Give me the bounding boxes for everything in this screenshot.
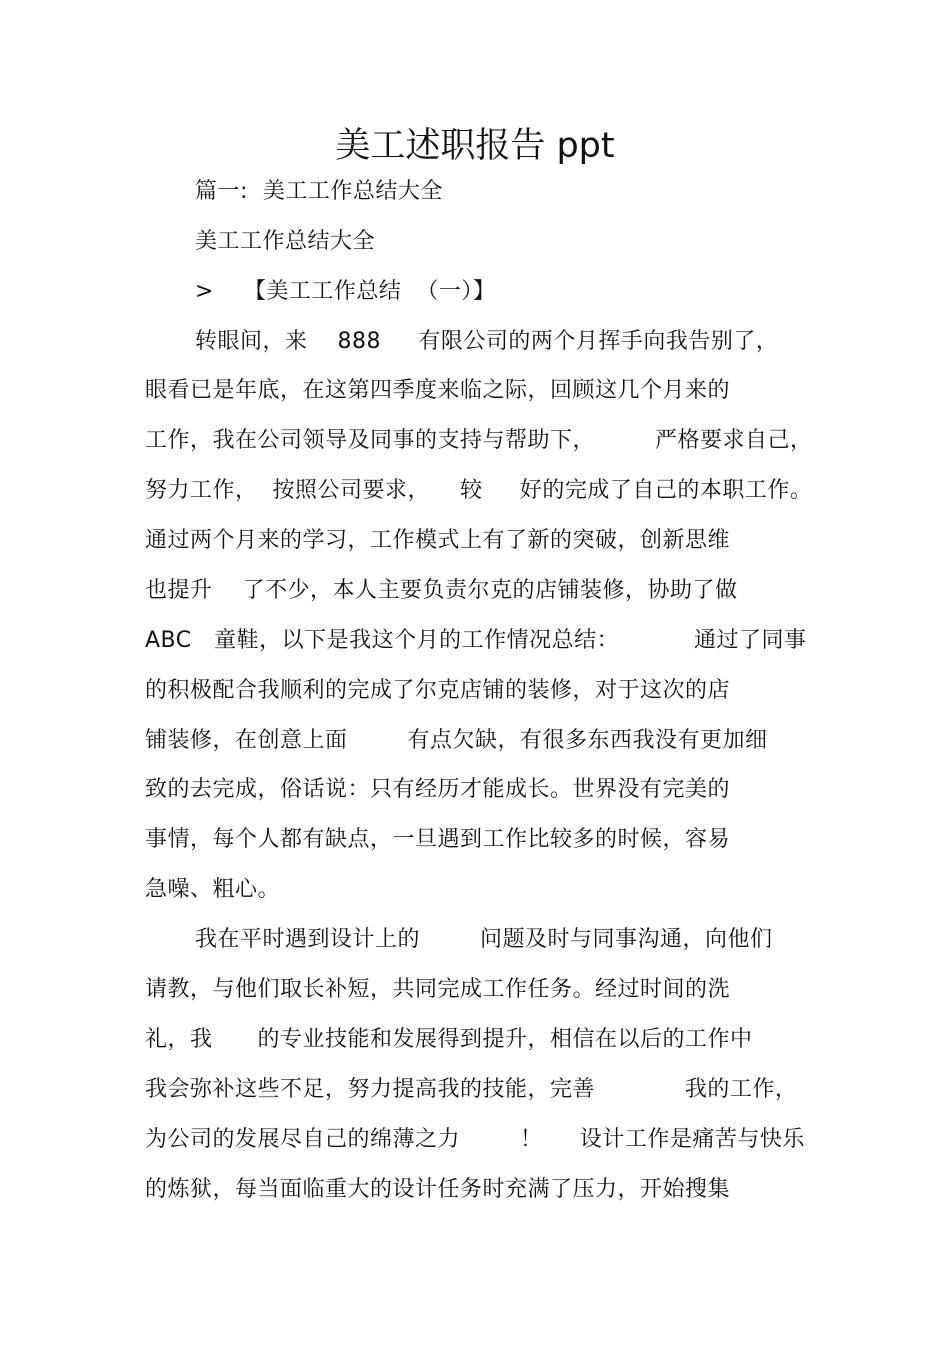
paragraph-line: 也提升 了不少，本人主要负责尔克的店铺装修，协助了做: [145, 578, 738, 603]
paragraph-line: 急噪、粗心。: [145, 877, 281, 902]
paragraph-line: 转眼间，来 888 有限公司的两个月挥手向我告别了，: [195, 329, 779, 354]
paragraph-line: 我会弥补这些不足，努力提高我的技能，完善 我的工作，: [145, 1077, 798, 1102]
paragraph-line: 为公司的发展尽自己的绵薄之力 ！ 设计工作是痛苦与快乐: [145, 1127, 805, 1152]
document-title: 美工述职报告 ppt: [335, 126, 615, 166]
paragraph-line: 的炼狱，每当面临重大的设计任务时充满了压力，开始搜集: [145, 1177, 731, 1202]
paragraph-line: 致的去完成，俗话说：只有经历才能成长。世界没有完美的: [145, 777, 731, 802]
paragraph-line: 铺装修，在创意上面 有点欠缺，有很多东西我没有更加细: [145, 728, 768, 753]
paragraph-line: 礼，我 的专业技能和发展得到提升，相信在以后的工作中: [145, 1027, 753, 1052]
paragraph-line: 事情，每个人都有缺点，一旦遇到工作比较多的时候，容易: [145, 827, 731, 852]
paragraph-line: ABC 童鞋，以下是我这个月的工作情况总结： 通过了同事: [145, 628, 807, 653]
paragraph-line: 努力工作， 按照公司要求， 较 好的完成了自己的本职工作。: [145, 478, 813, 503]
section-heading: 篇一: 美工工作总结大全: [195, 179, 443, 204]
subheading: 美工工作总结大全: [195, 229, 376, 254]
paragraph-line: 眼看已是年底，在这第四季度来临之际，回顾这几个月来的: [145, 378, 731, 403]
paragraph-line: 我在平时遇到设计上的 问题及时与同事沟通，向他们: [195, 927, 773, 952]
paragraph-line: 工作，我在公司领导及同事的支持与帮助下， 严格要求自己，: [145, 428, 813, 453]
paragraph-line: 的积极配合我顺利的完成了尔克店铺的装修，对于这次的店: [145, 678, 731, 703]
paragraph-line: 请教，与他们取长补短，共同完成工作任务。经过时间的洗: [145, 977, 731, 1002]
section-label: > 【美工工作总结 （一）】: [195, 279, 496, 304]
paragraph-line: 通过两个月来的学习，工作模式上有了新的突破，创新思维: [145, 528, 731, 553]
